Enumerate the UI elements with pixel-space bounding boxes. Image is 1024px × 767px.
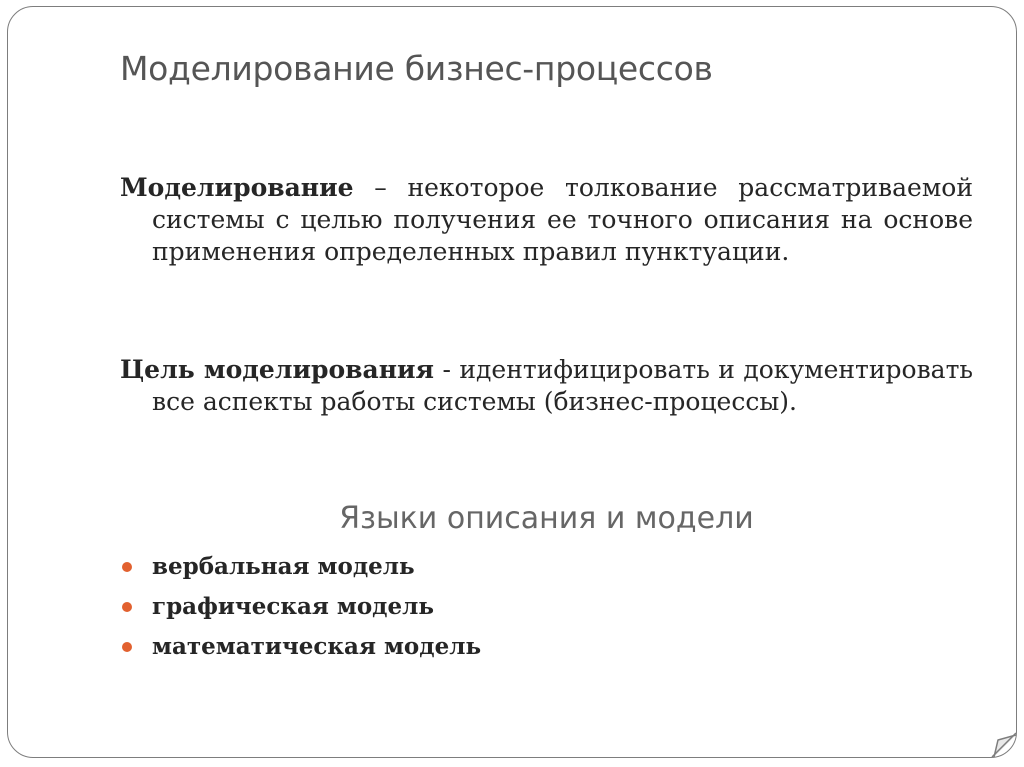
list-item bbox=[120, 627, 481, 667]
definition-term: Моделирование bbox=[120, 173, 354, 202]
goal-paragraph bbox=[120, 354, 973, 418]
definition-text: – некоторое толкование рассматриваемой системы с целью получения ее точного описания на основе применения определенных правил пунктуации. bbox=[152, 173, 973, 266]
list-item bbox=[120, 547, 481, 587]
list-item-label: математическая модель bbox=[152, 633, 482, 660]
list-item bbox=[120, 587, 481, 627]
goal-text: - идентифицировать и документировать все аспекты работы системы (бизнес-процессы). bbox=[152, 355, 974, 416]
page-fold-icon bbox=[972, 713, 1016, 757]
bullet-dot-icon bbox=[122, 602, 132, 612]
bullet-dot-icon bbox=[122, 562, 132, 572]
goal-term: Цель моделирования bbox=[120, 355, 435, 384]
list-item-label: вербальная модель bbox=[152, 553, 415, 580]
languages-heading: Языки описания и модели bbox=[339, 501, 754, 536]
bullet-dot-icon bbox=[122, 642, 132, 652]
slide-frame bbox=[7, 6, 1017, 758]
model-list bbox=[120, 547, 481, 667]
slide-title: Моделирование бизнес-процессов bbox=[120, 49, 713, 88]
list-item-label: графическая модель bbox=[152, 593, 434, 620]
definition-paragraph bbox=[120, 172, 973, 268]
